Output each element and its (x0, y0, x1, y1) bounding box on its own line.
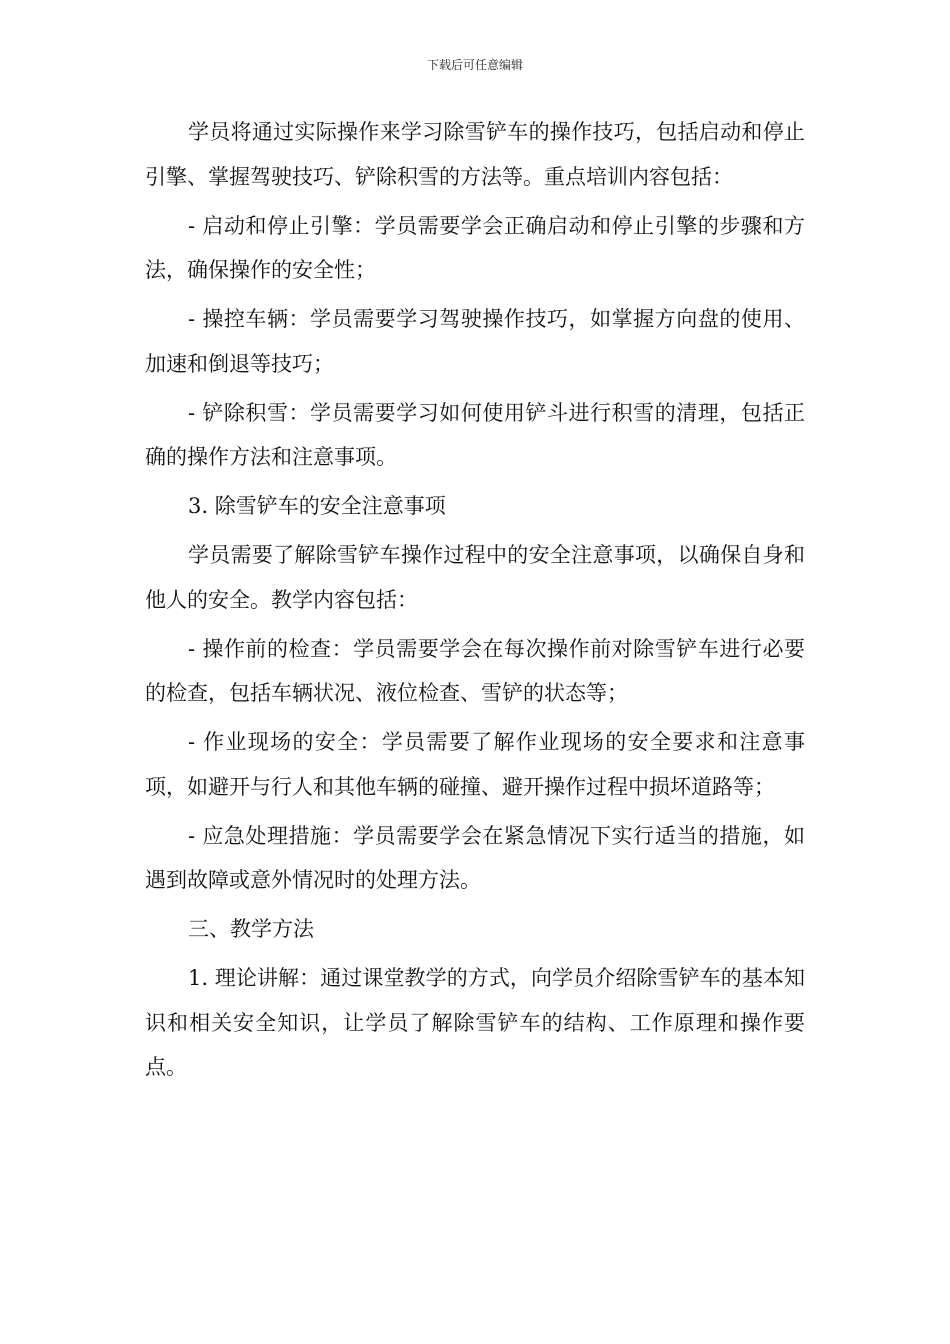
section-heading-safety: 3. 除雪铲车的安全注意事项 (188, 494, 446, 518)
list-item-engine: - 启动和停止引擎：学员需要学会正确启动和停止引擎的步骤和方法，确保操作的安全性； (145, 213, 805, 282)
section-heading-teaching-methods: 三、教学方法 (188, 917, 314, 941)
list-item-snow-removal: - 铲除积雪：学员需要学习如何使用铲斗进行积雪的清理，包括正确的操作方法和注意事项。 (145, 400, 805, 469)
page-header: 下载后可任意编辑 (426, 58, 523, 72)
list-item-vehicle-control: - 操控车辆：学员需要学习驾驶操作技巧，如掌握方向盘的使用、加速和倒退等技巧； (145, 307, 805, 376)
paragraph-safety-intro: 学员需要了解除雪铲车操作过程中的安全注意事项，以确保自身和他人的安全。教学内容包括： (145, 543, 805, 612)
paragraph-practice-intro: 学员将通过实际操作来学习除雪铲车的操作技巧，包括启动和停止引擎、掌握驾驶技巧、铲除积雪的方法等。重点培训内容包括： (145, 120, 805, 189)
document-body (145, 110, 805, 1094)
paragraph-theory-lecture: 1. 理论讲解：通过课堂教学的方式，向学员介绍除雪铲车的基本知识和相关安全知识，让学员了解除雪铲车的结构、工作原理和操作要点。 (145, 966, 805, 1079)
list-item-site-safety: - 作业现场的安全：学员需要了解作业现场的安全要求和注意事项，如避开与行人和其他车辆的碰撞、避开操作过程中损坏道路等； (145, 730, 805, 799)
list-item-emergency: - 应急处理措施：学员需要学会在紧急情况下实行适当的措施，如遇到故障或意外情况时的处理方法。 (145, 823, 805, 892)
list-item-pre-check: - 操作前的检查：学员需要学会在每次操作前对除雪铲车进行必要的检查，包括车辆状况、液位检查、雪铲的状态等； (145, 636, 805, 705)
